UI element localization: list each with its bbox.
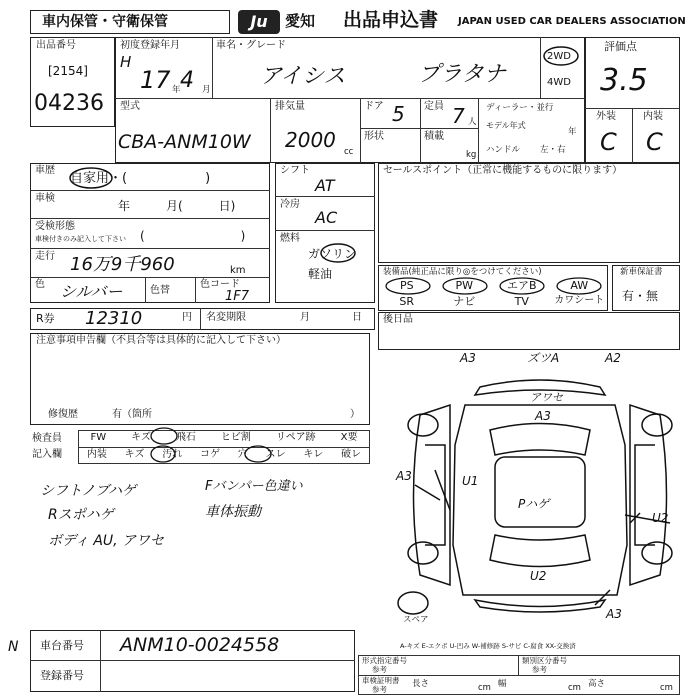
exterior-grade: C [600,128,617,156]
recycle-value: 12310 [85,308,143,329]
vehicle-grade: プラタナ [418,62,506,87]
mark-top-right: A2 [605,351,621,365]
association-name: JAPAN USED CAR DEALERS ASSOCIATION [458,16,686,27]
recycle-label: R券 [36,312,55,325]
registration-year-unit: 年 [172,85,181,95]
dealer-label: ディーラー・並行 [486,103,554,113]
width-unit: cm [568,683,581,693]
height-unit: cm [660,683,673,693]
logo-region: 愛知 [285,12,316,30]
ac-label: 冷房 [280,199,300,210]
note-body-vibration: 車体振動 [205,504,261,520]
fuel-gas: ガソリン [308,247,357,261]
sales-point-label: セールスポイント（正常に機能するものに限ります） [383,165,623,176]
spare-label: スペア [403,615,429,625]
mileage-label: 走行 [35,251,55,262]
color-code-label: 色コード [200,279,240,290]
fuel-diesel: 軽油 [308,267,333,281]
color-change-label: 色替 [150,285,170,296]
ac-value: AC [315,208,338,227]
warranty-label: 新車保証書 [620,267,663,277]
doors-value: 5 [392,102,405,126]
note-rear-spoiler: Rスポハゲ [48,507,114,523]
fuel-gas-circle [318,241,358,265]
logo-mark-text: Ju [250,12,268,31]
insp-int-scratch: キズ [124,449,145,460]
registration-era: H [120,53,132,71]
insp-interior: 内装 [86,449,107,460]
registration-year: 17 [140,66,171,94]
model-value: CBA-ANM10W [118,131,251,153]
damage-legend: A-キズ E-エクボ U-凹み W-補修跡 S-サビ C-腐食 XX-交換済 [400,642,576,650]
lot-number: 04236 [34,91,104,116]
name-change-day: 日 [352,312,362,323]
inspection-label: 車検 [35,193,55,204]
registration-month-unit: 月 [202,85,211,95]
shape-label: 形状 [364,131,384,142]
seats-unit: 人 [468,117,477,127]
vehicle-name: アイシス [260,64,346,89]
insp-tear: キレ [303,449,324,460]
equipment-label: 装備品(純正品に限り◎をつけてください) [383,267,542,277]
private-use-circle [66,165,116,191]
rear-items-label: 後日品 [383,314,413,325]
interior-grade: C [646,128,663,156]
mark-right-side: U2 [652,511,669,525]
history-label: 車歴 [35,165,55,176]
equip-navi: ナビ [453,295,476,308]
mark-hood-1: アワセ [530,391,563,404]
equip-airbag: エアB [506,279,537,292]
inspection-value: 年 月( 日) [118,199,236,213]
handle-options: 左・右 [540,145,566,155]
drive-2wd-circle [541,44,581,68]
width-label: 幅 [498,679,507,689]
insp-repair-mark: リペア跡 [275,432,316,443]
entry-label: 記入欄 [32,449,62,460]
chassis-number: ANM10-0024558 [120,634,280,656]
length-unit: cm [478,683,491,693]
inspector-label: 検査員 [32,433,62,444]
recycle-unit: 円 [182,312,192,323]
note-body-panel: ボディ AU, アワセ [48,533,165,549]
mark-top-left: A3 [460,351,476,365]
insp-wear: スレ [265,449,286,460]
mark-rear: U2 [530,569,547,583]
equip-power-seat: カワシート [554,295,605,306]
notes-box [30,333,370,425]
equip-aw: AW [570,279,589,292]
mark-center-roof: Pハゲ [518,497,550,511]
repair-label: 修復歴 [48,409,78,420]
insp-hole: 穴 [237,449,248,460]
equip-sr: SR [399,295,415,308]
shift-label: シフト [280,165,310,176]
name-change-month: 月 [300,312,310,323]
registration-label: 初度登録年月 [120,40,180,51]
mark-hood-2: A3 [535,409,551,423]
registration-month: 4 [180,68,194,93]
inspection-circles [140,426,300,466]
insp-burn: コゲ [200,449,221,460]
repair-close: ） [350,409,360,420]
chassis-label: 車台番号 [40,639,84,652]
equipment-row-2 [378,296,608,310]
displacement-label: 排気量 [275,101,305,112]
load-unit: kg [466,150,477,160]
lot-sub-number: [2154] [48,64,88,78]
seats-label: 定員 [424,101,444,112]
notes-label: 注意事項申告欄（不具合等は具体的に記入して下さい） [36,335,286,346]
fuel-label: 燃料 [280,233,300,244]
vehicle-name-label: 車名・グレード [216,40,286,51]
logo-mark [238,10,280,34]
height-label: 高さ [588,679,606,689]
exterior-label: 外装 [596,111,616,122]
margin-mark: N [8,639,19,655]
acceptance-paren: ( ) [140,229,246,243]
cert-label: 車検証明書 [362,676,400,685]
form-title: 出品申込書 [343,9,439,31]
insp-chip: 飛石 [175,432,196,443]
equip-pw: PW [455,279,473,292]
color-value: シルバー [60,282,123,301]
equip-ps: PS [399,279,414,292]
seats-value: 7 [452,104,465,128]
displacement-value: 2000 [285,128,336,152]
storage-note: 車内保管・守衛保管 [42,14,168,30]
mark-left-side: A3 [396,469,412,483]
grade-score-value: 3.5 [600,63,648,98]
insp-crack: ヒビ割 [220,432,251,443]
insp-torn: 破レ [341,449,362,460]
warranty-options: 有・無 [622,289,659,303]
shift-value: AT [315,176,335,195]
mark-left-door: U1 [462,474,479,488]
equip-tv: TV [514,295,529,308]
mileage-unit: km [230,265,246,276]
insp-scratch: キズ [131,432,151,443]
displacement-unit: cc [344,147,354,157]
model-year-label: モデル年式 [486,121,526,130]
drive-2wd: 2WD [547,51,571,62]
type-number-label: 形式指定番号 [362,656,407,665]
color-code-value: 1F7 [225,289,250,304]
grade-score-label: 評価点 [604,40,637,53]
mark-top-center: ズツA [527,351,560,365]
type-ref: 参考 [372,665,387,674]
note-front-bumper: Fバンパー色違い [205,479,303,494]
load-label: 積載 [424,131,444,142]
note-shift-knob: シフトノブハゲ [40,483,137,499]
mileage-value: 16万9千960 [70,254,175,275]
doors-label: ドア [364,101,384,112]
color-label: 色 [35,279,45,290]
handle-label: ハンドル [486,145,521,155]
recycle-box [30,308,375,330]
insp-dirt: 汚れ [162,449,183,460]
repair-value: 有（箇所 [112,409,152,420]
insp-x-required: X要 [340,432,358,443]
name-change-label: 名変期限 [206,312,246,323]
cert-ref: 参考 [372,685,387,694]
length-label: 長さ [412,679,430,689]
model-label: 型式 [120,101,140,112]
lot-label: 出品番号 [36,40,76,51]
registration-number-label: 登録番号 [40,669,84,682]
insp-fw: FW [90,432,107,443]
history-value: 自家用・( ) [70,171,211,186]
acceptance-note: 車検付きのみ記入して下さい [35,235,126,243]
model-year-unit: 年 [568,127,577,137]
sales-point-box [378,163,680,263]
mark-bottom-right: A3 [606,607,622,621]
interior-label: 内装 [643,111,663,122]
acceptance-label: 受検形態 [35,221,75,232]
equipment-circles [380,276,608,296]
class-number-label: 類別区分番号 [522,656,567,665]
class-ref: 参考 [532,665,547,674]
drive-4wd: 4WD [547,77,571,88]
